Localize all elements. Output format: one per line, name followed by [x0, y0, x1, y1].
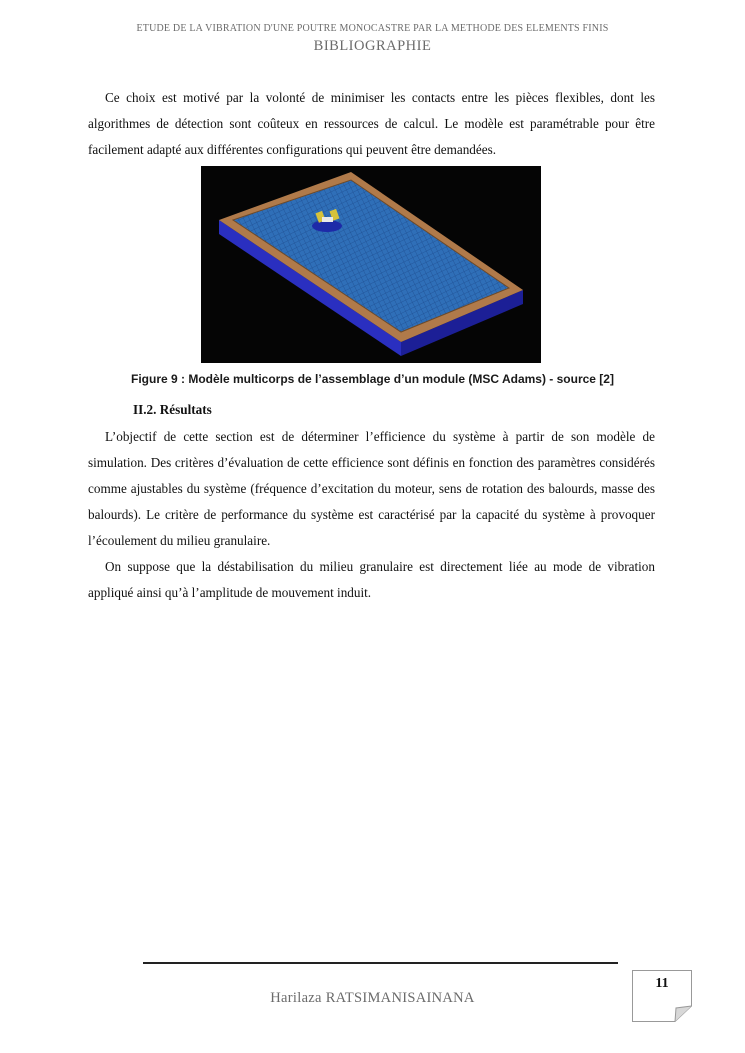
page-number: 11 — [655, 976, 669, 991]
section-heading: II.2. Résultats — [133, 402, 212, 417]
figure-multibody-model — [201, 166, 541, 363]
paragraph-intro: Ce choix est motivé par la volonté de minimiser les contacts entre les pièces flexibles, dont les algorithmes de détection sont coûteux en ressources de calcul. Le modèle est paramétrable pour être facilement adapté aux différentes configurations qui peuvent être demandées. — [88, 90, 655, 157]
running-header-chapter: BIBLIOGRAPHIE — [313, 38, 432, 54]
paragraph-hypothesis: On suppose que la déstabilisation du milieu granulaire est directement liée au mode de vibration appliqué ainsi qu’à l’amplitude de mouvement induit. — [88, 559, 655, 600]
multibody-model-render — [201, 166, 541, 363]
motor-shaft — [322, 217, 333, 222]
footer-divider — [143, 962, 618, 964]
figure-caption: Figure 9 : Modèle multicorps de l’assemblage d’un module (MSC Adams) - source [2] — [131, 372, 614, 386]
running-header-title: ETUDE DE LA VIBRATION D'UNE POUTRE MONOCASTRE PAR LA METHODE DES ELEMENTS FINIS — [136, 23, 609, 34]
footer-author: Harilaza RATSIMANISAINANA — [270, 990, 475, 1006]
paragraph-objective: L’objectif de cette section est de déterminer l’efficience du système à partir de son modèle de simulation. Des critères d’évaluation de cette efficience sont définis en fonction des paramètres considérés comme ajustables du système (fréquence d’excitation du moteur, sens de rotation des balourds, masse des balourds). Le critère de performance du système est caractérisé par la capacité du système à provoquer l’écoulement du milieu granulaire. — [88, 429, 655, 548]
